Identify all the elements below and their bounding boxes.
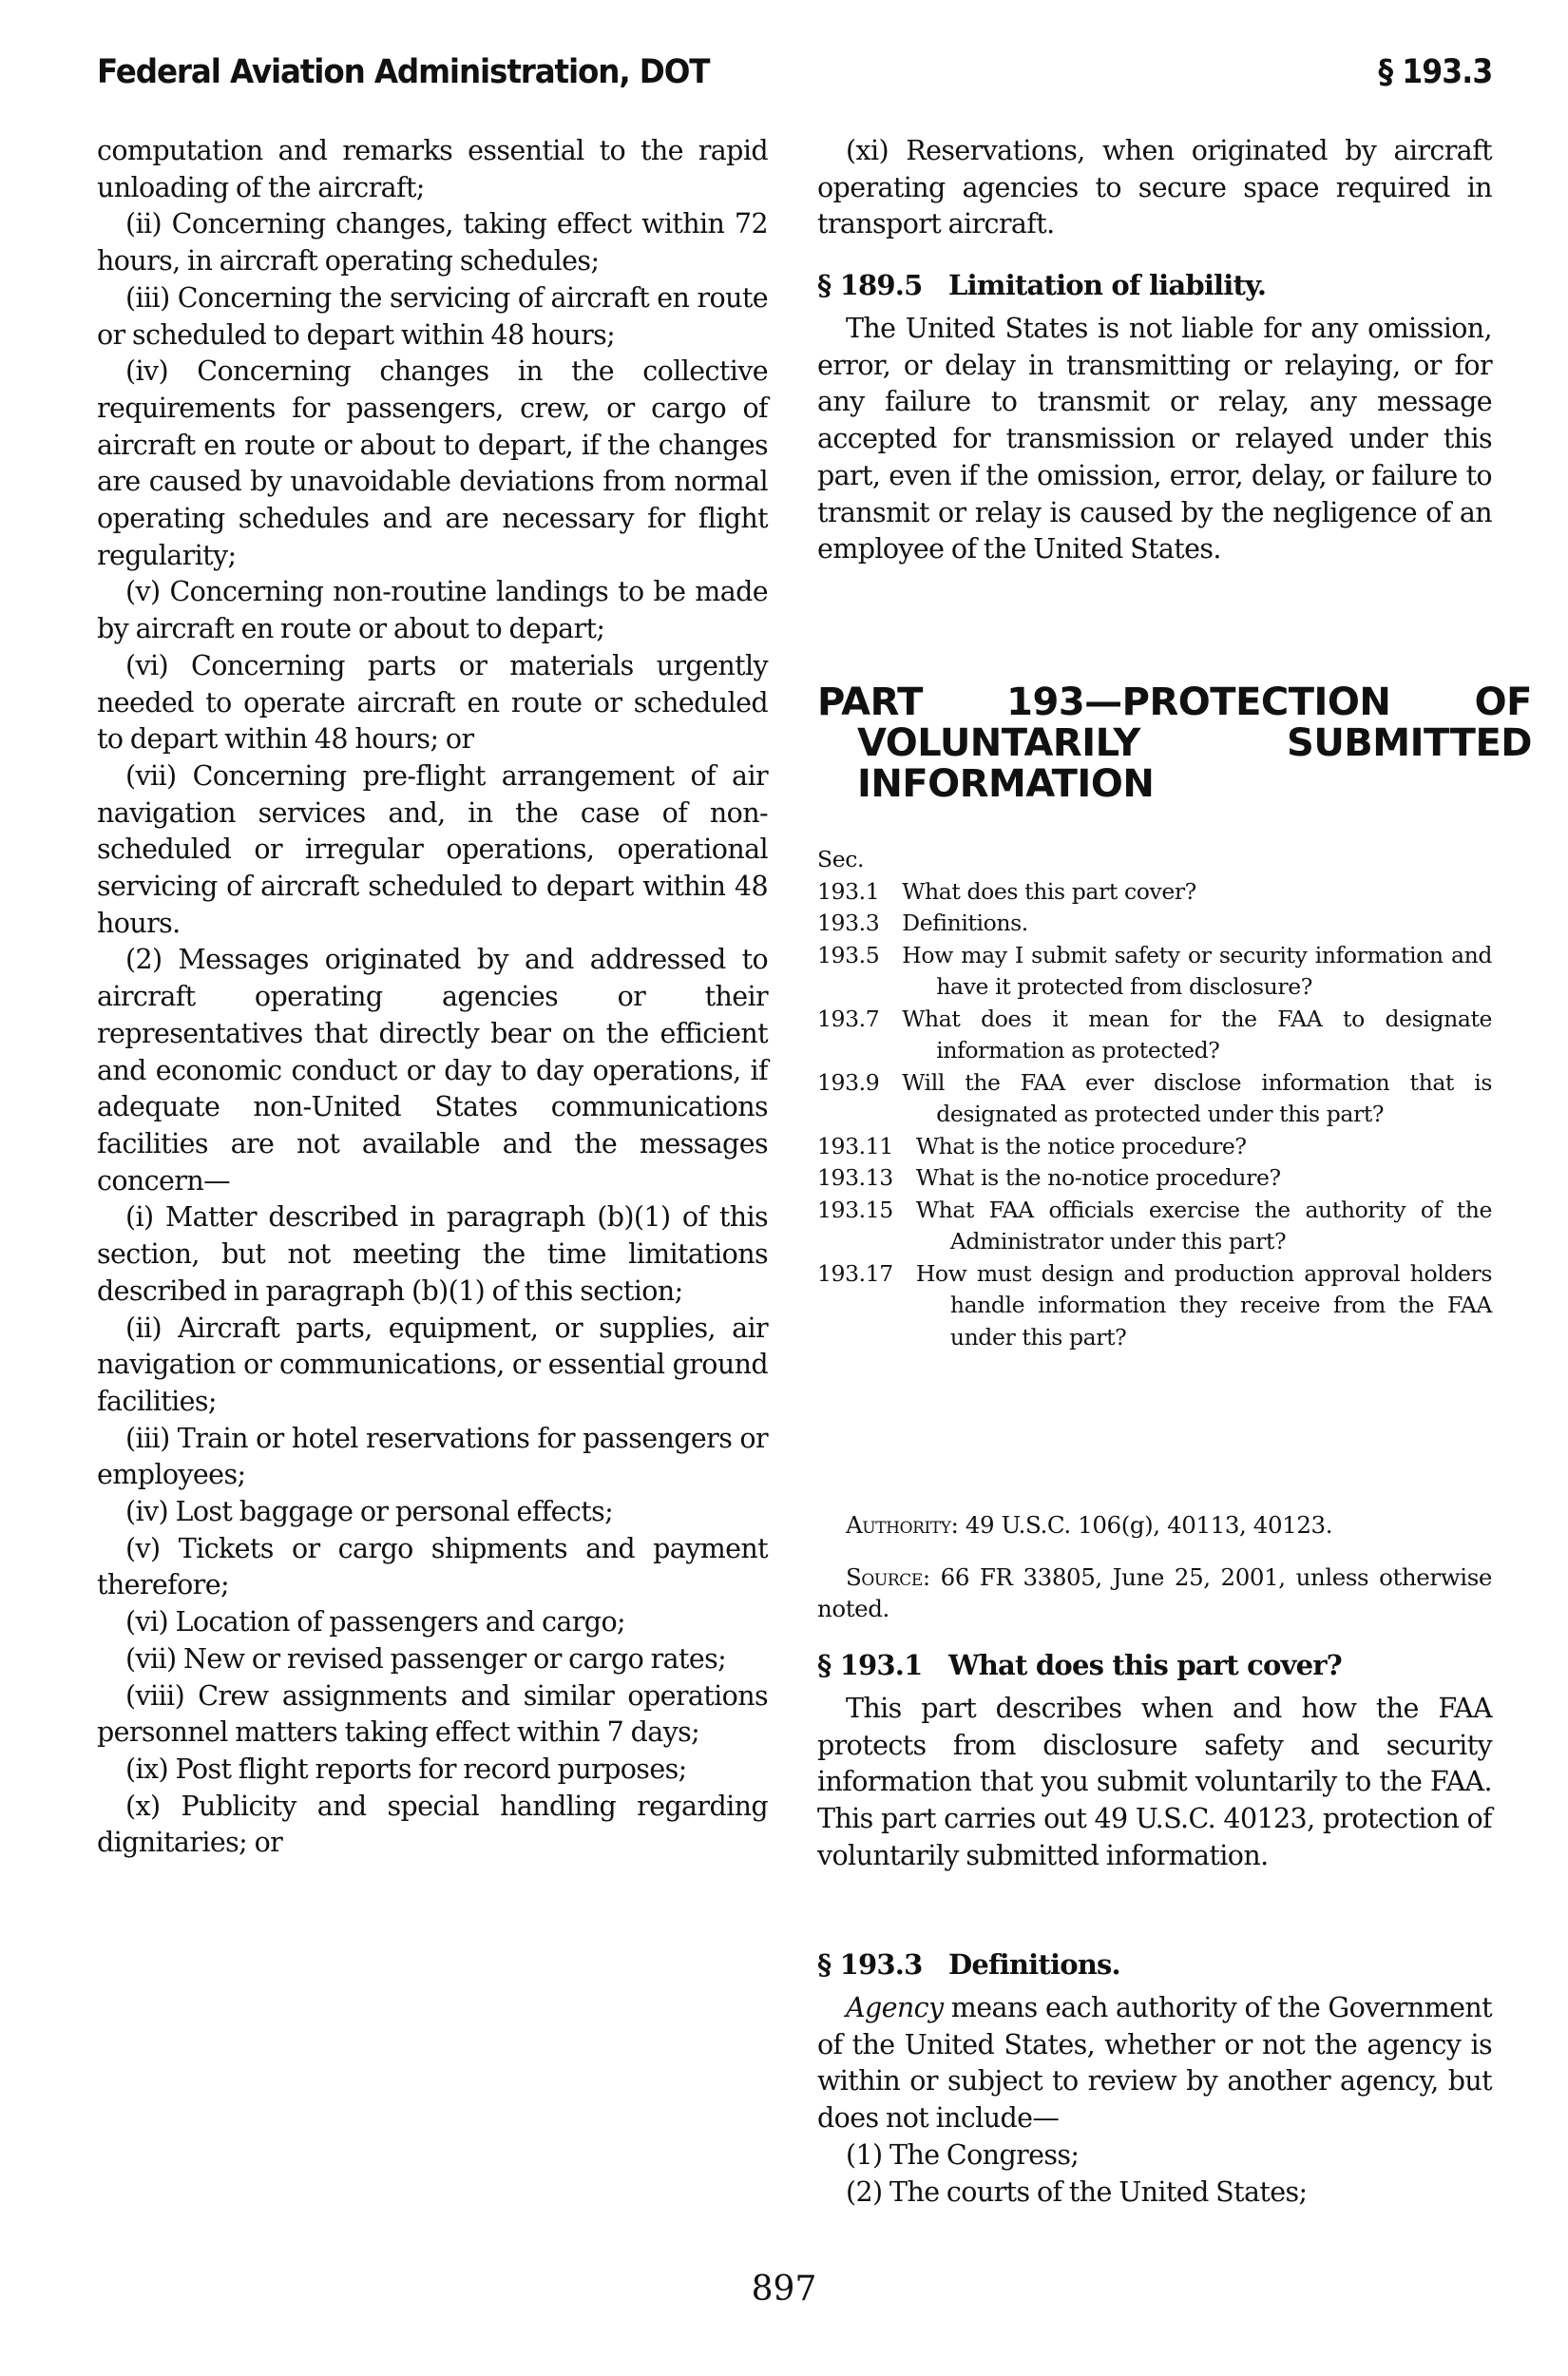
defined-term: Agency bbox=[846, 1992, 944, 2023]
toc-title: What does it mean for the FAA to designate information as protected? bbox=[902, 1005, 1492, 1063]
toc-number: 193.5 bbox=[817, 941, 880, 968]
section-number: § 189.5 bbox=[817, 269, 923, 301]
table-of-contents bbox=[817, 844, 1492, 1353]
paragraph: (xi) Reservations, when originated by aircraft operating agencies to secure space required in transport aircraft. bbox=[817, 135, 1492, 240]
paragraph: (vi) Location of passengers and cargo; bbox=[125, 1606, 626, 1638]
toc-title: What is the notice procedure? bbox=[915, 1132, 1247, 1159]
authority-label: Authority: bbox=[846, 1511, 959, 1539]
toc-title: How may I submit safety or security information and have it protected from disclosure? bbox=[902, 941, 1492, 1000]
authority-text: 49 U.S.C. 106(g), 40113, 40123. bbox=[965, 1511, 1333, 1539]
toc-number: 193.11 bbox=[817, 1132, 893, 1159]
definition-paragraph bbox=[817, 1990, 1492, 2137]
toc-entry[interactable] bbox=[817, 1004, 1492, 1067]
section-title: What does this part cover? bbox=[948, 1649, 1342, 1681]
paragraph: (i) Matter described in paragraph (b)(1) of this section, but not meeting the time limitations described in paragraph (b)(1) of this section; bbox=[97, 1201, 768, 1307]
paragraph: (ii) Concerning changes, taking effect within 72 hours, in aircraft operating schedules; bbox=[97, 208, 768, 278]
section-title: Limitation of liability. bbox=[948, 269, 1267, 301]
part-heading: PART 193—PROTECTION OF VOLUNTARILY SUBMITTED INFORMATION bbox=[817, 680, 1532, 806]
definition-item: (2) The courts of the United States; bbox=[846, 2175, 1308, 2208]
toc-title: Definitions. bbox=[902, 910, 1028, 936]
toc-number: 193.15 bbox=[817, 1196, 893, 1223]
paragraph: (x) Publicity and special handling regarding dignitaries; or bbox=[97, 1790, 768, 1859]
toc-number: 193.9 bbox=[817, 1068, 880, 1096]
paragraph: (iii) Train or hotel reservations for passengers or employees; bbox=[97, 1422, 768, 1491]
toc-title: What is the no-notice procedure? bbox=[915, 1164, 1281, 1191]
paragraph: (ii) Aircraft parts, equipment, or supplies, air navigation or communications, or essential ground facilities; bbox=[97, 1312, 768, 1417]
definition-text: means each authority of the Government of the United States, whether or not the agency is within or subject to review by another agency, but does not include— bbox=[817, 1992, 1492, 2135]
section-body: This part describes when and how the FAA protects from disclosure safety and security information that you submit voluntarily to the FAA. This part carries out 49 U.S.C. 40123, protection of voluntarily submitted information. bbox=[817, 1693, 1492, 1871]
toc-entry[interactable] bbox=[817, 1195, 1492, 1258]
left-column bbox=[97, 133, 768, 1862]
continuation-block bbox=[817, 133, 1492, 243]
paragraph: (iv) Lost baggage or personal effects; bbox=[125, 1496, 614, 1528]
toc-title: What FAA officials exercise the authority of the Administrator under this part? bbox=[915, 1196, 1492, 1255]
definition-item: (1) The Congress; bbox=[846, 2138, 1080, 2171]
section-heading bbox=[817, 1948, 1492, 1981]
toc-number: 193.17 bbox=[817, 1259, 893, 1287]
paragraph: (iv) Concerning changes in the collective requirements for passengers, crew, or cargo of aircraft en route or about to depart, if the changes are caused by unavoidable deviations from normal operating schedules and are necessary for flight regularity; bbox=[97, 355, 768, 571]
paragraph: (vi) Concerning parts or materials urgently needed to operate aircraft en route or scheduled to depart within 48 hours; or bbox=[97, 649, 768, 756]
paragraph: (vii) Concerning pre-flight arrangement of air navigation services and, in the case of non-scheduled or irregular operations, operational servicing of aircraft scheduled to depart within 48 hours. bbox=[97, 759, 768, 939]
section-number: § 193.1 bbox=[817, 1649, 923, 1681]
paragraph: (ix) Post flight reports for record purposes; bbox=[125, 1753, 687, 1785]
toc-entry[interactable] bbox=[817, 876, 1492, 909]
source-label: Source: bbox=[846, 1563, 930, 1591]
toc-entry[interactable] bbox=[817, 1131, 1492, 1163]
paragraph: (viii) Crew assignments and similar operations personnel matters taking effect within 7 days; bbox=[97, 1679, 768, 1749]
toc-label: Sec. bbox=[817, 846, 865, 872]
section-body: The United States is not liable for any omission, error, or delay in transmitting or relaying, or for any failure to transmit or relay, any message accepted for transmission or relayed under this part, even if the omission, error, delay, or failure to transmit or relay is caused by the negligence of an employee of the United States. bbox=[817, 313, 1492, 565]
running-head-title: Federal Aviation Administration, DOT bbox=[97, 53, 710, 91]
toc-number: 193.1 bbox=[817, 877, 880, 905]
toc-title: Will the FAA ever disclose information that is designated as protected under this part? bbox=[902, 1068, 1492, 1127]
source-note bbox=[817, 1562, 1492, 1624]
source-text: 66 FR 33805, June 25, 2001, unless otherwise noted. bbox=[817, 1563, 1492, 1622]
toc-title: How must design and production approval holders handle information they receive from the FAA under this part? bbox=[915, 1259, 1492, 1351]
toc-number: 193.7 bbox=[817, 1005, 880, 1032]
page-number: 897 bbox=[751, 2270, 817, 2309]
paragraph: (iii) Concerning the servicing of aircraft en route or scheduled to depart within 48 hours; bbox=[97, 281, 768, 351]
toc-entry[interactable] bbox=[817, 1067, 1492, 1131]
toc-number: 193.13 bbox=[817, 1164, 893, 1191]
toc-entry[interactable] bbox=[817, 1162, 1492, 1195]
toc-title: What does this part cover? bbox=[902, 877, 1196, 905]
paragraph: (v) Tickets or cargo shipments and payment therefore; bbox=[97, 1532, 768, 1601]
section-heading bbox=[817, 269, 1492, 301]
paragraph: computation and remarks essential to the rapid unloading of the aircraft; bbox=[97, 135, 768, 203]
authority-note bbox=[817, 1509, 1492, 1541]
section-193-1 bbox=[817, 1649, 1492, 1875]
paragraph: (v) Concerning non-routine landings to be made by aircraft en route or about to depart; bbox=[97, 576, 768, 645]
section-heading bbox=[817, 1649, 1492, 1681]
running-head-section: § 193.3 bbox=[1377, 53, 1492, 91]
toc-entry[interactable] bbox=[817, 940, 1492, 1004]
section-number: § 193.3 bbox=[817, 1948, 923, 1981]
toc-number: 193.3 bbox=[817, 910, 880, 936]
paragraph: (2) Messages originated by and addressed to aircraft operating agencies or their representatives that directly bear on the efficient and economic conduct or day to day operations, if adequate non-United States communications facilities are not available and the messages concern— bbox=[97, 944, 768, 1197]
section-193-3 bbox=[817, 1948, 1492, 2211]
section-title: Definitions. bbox=[948, 1948, 1120, 1981]
section-189-5 bbox=[817, 269, 1492, 568]
toc-entry[interactable] bbox=[817, 908, 1492, 940]
paragraph: (vii) New or revised passenger or cargo rates; bbox=[125, 1642, 727, 1675]
toc-entry[interactable] bbox=[817, 1258, 1492, 1354]
